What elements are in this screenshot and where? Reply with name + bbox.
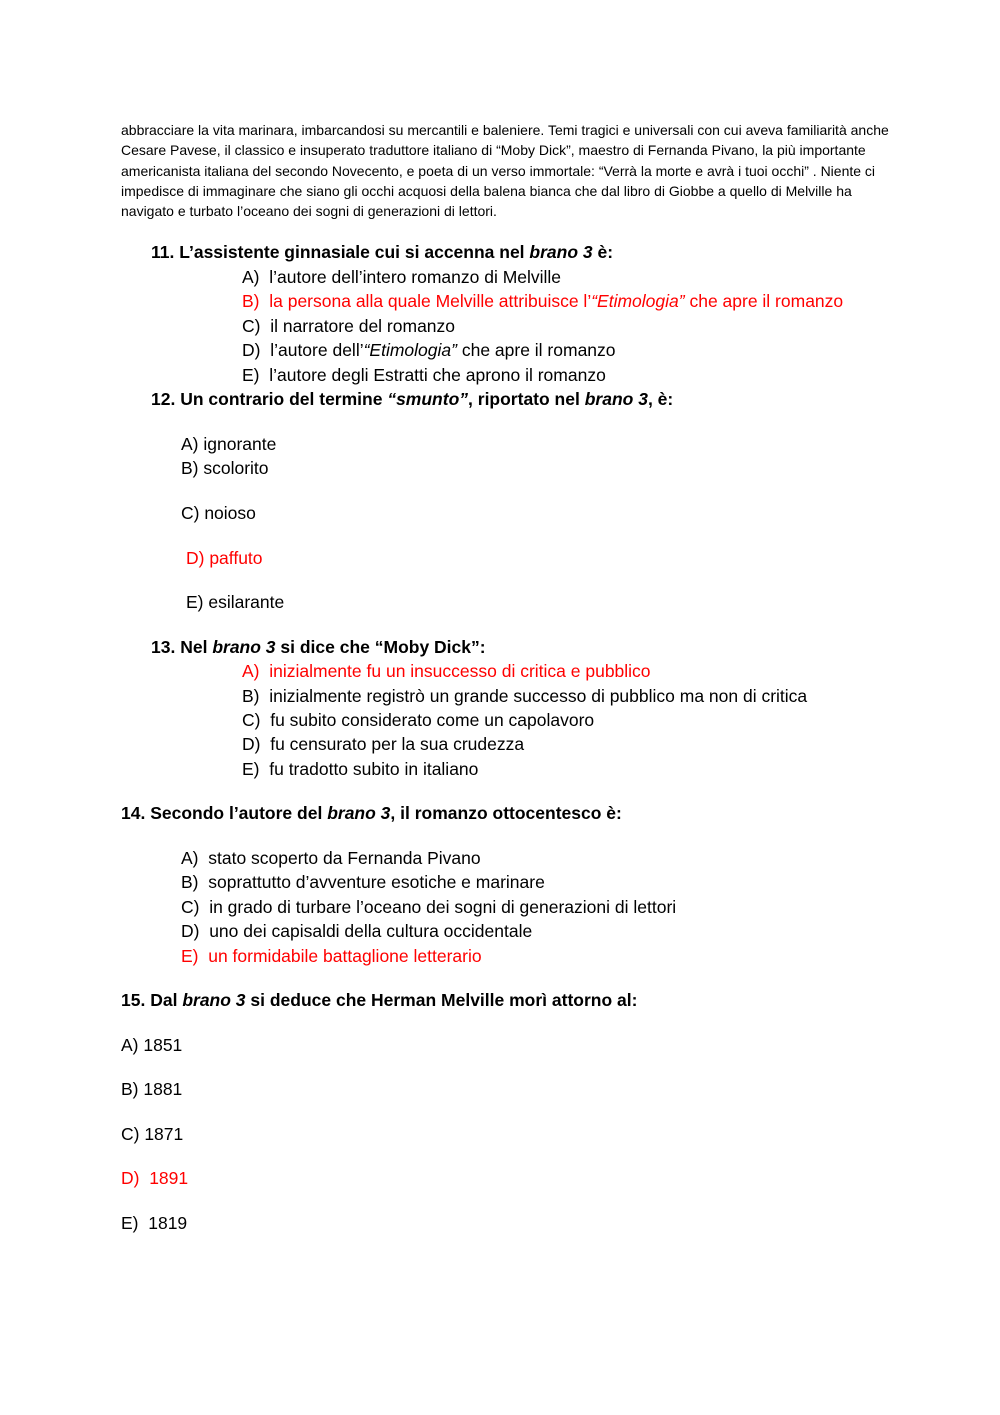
option-emphasis: “Etimologia”: [591, 291, 685, 311]
question-text-post: , il romanzo ottocentesco è:: [390, 803, 622, 823]
option-letter: D): [242, 340, 261, 360]
q14-option-d[interactable]: [181, 920, 532, 942]
question-number: 11.: [151, 242, 175, 262]
question-brano: brano 3: [182, 990, 246, 1010]
question-text-post: , è:: [647, 389, 674, 409]
question-text-mid: , riportato nel: [468, 389, 585, 409]
question-text-post: si deduce che Herman Melville morì attorno al:: [245, 990, 638, 1010]
option-text: soprattutto d’avventure esotiche e marinare: [208, 872, 545, 892]
option-letter: E): [242, 759, 260, 779]
option-letter: B): [181, 872, 199, 892]
option-text: inizialmente registrò un grande successo di pubblico ma non di critica: [269, 686, 808, 706]
option-letter: B): [242, 686, 260, 706]
q11-option-a[interactable]: [242, 266, 561, 288]
question-brano: brano 3: [584, 389, 648, 409]
question-15: [121, 989, 637, 1011]
option-letter: E): [242, 365, 260, 385]
question-13: [151, 636, 486, 658]
q12-option-e[interactable]: E) esilarante: [186, 592, 285, 612]
intro-paragraph: abbracciare la vita marinara, imbarcandosi su mercantili e baleniere. Temi tragici e universali con cui aveva familiarità anche Cesare Pavese, il classico e insuperato traduttore italiano di “Moby Dick”, maestro di Fernanda Pivano, la più importante americanista italiana del secondo Novecento, e poeta di un verso immortale: “Verrà la morte e avrà i tuoi occhi” . Niente ci impedisce di immaginare che siano gli occhi acquosi della balena bianca che dal libro di Giobbe a quello di Melville ha navigato e turbato l’oceano dei sogni di generazioni di lettori.: [121, 122, 889, 220]
option-emphasis: “Etimologia”: [363, 340, 457, 360]
option-letter: C): [181, 897, 200, 917]
q12-option-b[interactable]: B) scolorito: [181, 458, 269, 478]
option-text: l’autore degli Estratti che aprono il romanzo: [269, 365, 606, 385]
question-text-pre: Un contrario del termine: [180, 389, 388, 409]
q15-option-b[interactable]: B) 1881: [121, 1079, 183, 1099]
q14-option-c[interactable]: [181, 896, 676, 918]
q14-option-a[interactable]: [181, 847, 481, 869]
option-text: un formidabile battaglione letterario: [208, 946, 482, 966]
question-number: 15.: [121, 990, 146, 1010]
option-text: fu censurato per la sua crudezza: [270, 734, 525, 754]
option-text: uno dei capisaldi della cultura occidentale: [209, 921, 533, 941]
q11-option-e[interactable]: [242, 364, 606, 386]
option-text: fu tradotto subito in italiano: [269, 759, 479, 779]
q15-option-d-correct[interactable]: D) 1891: [121, 1168, 189, 1188]
question-text-pre: Nel: [180, 637, 213, 657]
option-letter: B): [242, 291, 260, 311]
question-brano: brano 3: [327, 803, 391, 823]
q13-option-a-correct[interactable]: [242, 660, 651, 682]
option-text: che apre il romanzo: [456, 340, 616, 360]
option-text: il narratore del romanzo: [270, 316, 456, 336]
option-letter: C): [242, 316, 261, 336]
option-text: stato scoperto da Fernanda Pivano: [208, 848, 481, 868]
question-brano: brano 3: [529, 242, 593, 262]
question-text-pre: L’assistente ginnasiale cui si accenna nel: [179, 242, 530, 262]
option-letter: A): [242, 267, 260, 287]
q12-option-c[interactable]: C) noioso: [181, 503, 256, 523]
option-text: che apre il romanzo: [684, 291, 844, 311]
q11-option-d[interactable]: [242, 339, 616, 361]
question-12: [151, 388, 673, 410]
q13-option-b[interactable]: [242, 685, 807, 707]
q11-option-c[interactable]: [242, 315, 455, 337]
q11-option-b-correct[interactable]: [242, 290, 843, 312]
question-brano: brano 3: [212, 637, 276, 657]
q15-option-c[interactable]: C) 1871: [121, 1124, 184, 1144]
question-term: “smunto”: [387, 389, 469, 409]
question-text-pre: Secondo l’autore del: [150, 803, 328, 823]
option-letter: A): [181, 848, 199, 868]
option-text: la persona alla quale Melville attribuisce l’: [269, 291, 592, 311]
q13-option-e[interactable]: [242, 758, 478, 780]
question-text-post: è:: [592, 242, 614, 262]
q15-option-e[interactable]: E) 1819: [121, 1213, 188, 1233]
question-number: 13.: [151, 637, 176, 657]
q13-option-d[interactable]: [242, 733, 524, 755]
option-letter: E): [181, 946, 199, 966]
question-11: [151, 241, 613, 263]
question-14: [121, 802, 622, 824]
question-number: 14.: [121, 803, 146, 823]
q14-option-e-correct[interactable]: [181, 945, 482, 967]
option-text: inizialmente fu un insuccesso di critica e pubblico: [269, 661, 651, 681]
option-text: l’autore dell’: [270, 340, 364, 360]
q13-option-c[interactable]: [242, 709, 594, 731]
option-letter: D): [181, 921, 200, 941]
option-letter: C): [242, 710, 261, 730]
option-text: fu subito considerato come un capolavoro: [270, 710, 595, 730]
question-number: 12.: [151, 389, 176, 409]
q12-option-d-correct[interactable]: D) paffuto: [186, 548, 263, 568]
option-letter: A): [242, 661, 260, 681]
option-letter: D): [242, 734, 261, 754]
option-text: l’autore dell’intero romanzo di Melville: [269, 267, 562, 287]
q12-option-a[interactable]: A) ignorante: [181, 434, 277, 454]
q14-option-b[interactable]: [181, 871, 545, 893]
question-text-post: si dice che “Moby Dick”:: [275, 637, 486, 657]
option-text: in grado di turbare l’oceano dei sogni di generazioni di lettori: [209, 897, 677, 917]
q15-option-a[interactable]: A) 1851: [121, 1035, 183, 1055]
question-text-pre: Dal: [150, 990, 183, 1010]
